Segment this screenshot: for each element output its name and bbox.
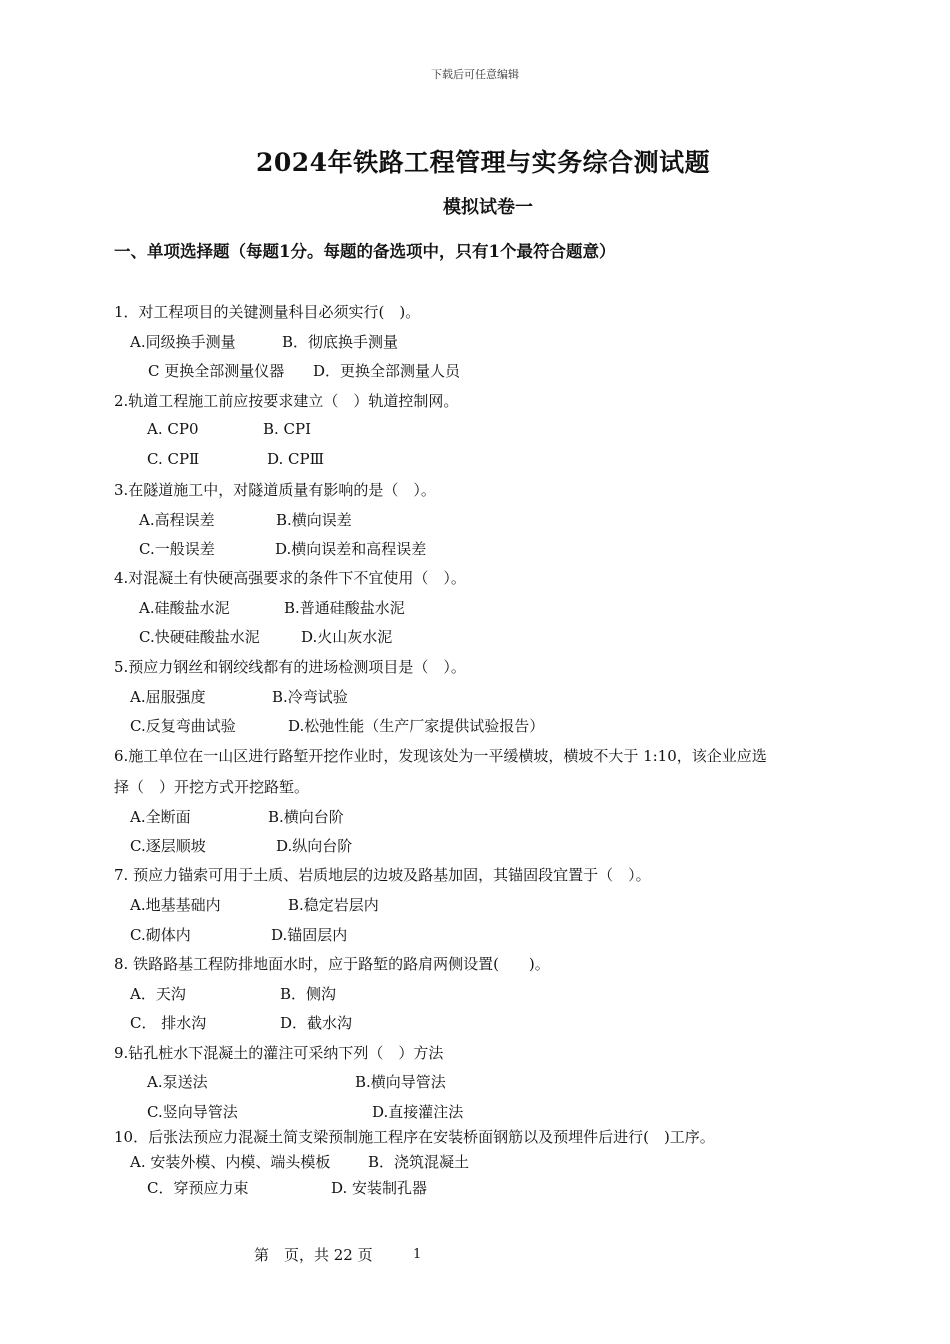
question-9-option-b: B.横向导管法 <box>355 1073 446 1091</box>
question-2-option-a: A. CP0 <box>147 420 199 438</box>
question-7-option-a: A.地基基础内 <box>130 896 221 914</box>
question-6-option-d: D.纵向台阶 <box>276 837 353 855</box>
question-9-option-a: A.泵送法 <box>147 1073 208 1091</box>
question-10-option-a: A. 安装外模、内模、端头模板 <box>130 1153 331 1171</box>
question-1-stem: 1．对工程项目的关键测量科目必须实行( )。 <box>114 303 421 321</box>
question-4-option-c: C.快硬硅酸盐水泥 <box>139 628 260 646</box>
question-1-option-d: D．更换全部测量人员 <box>313 362 461 380</box>
section-heading: 一、单项选择题（每题1分。每题的备选项中，只有1个最符合题意） <box>114 242 616 261</box>
question-4-option-a: A.硅酸盐水泥 <box>139 599 230 617</box>
question-5-option-d: D.松弛性能（生产厂家提供试验报告） <box>288 717 545 735</box>
question-7-option-c: C.砌体内 <box>130 926 191 944</box>
question-8-option-d: D．截水沟 <box>280 1014 353 1032</box>
question-1-option-c: C 更换全部测量仪器 <box>148 362 285 380</box>
question-4-stem: 4.对混凝土有快硬高强要求的条件下不宜使用（ ）。 <box>114 569 466 587</box>
question-6-option-c: C.逐层顺坡 <box>130 837 206 855</box>
question-5-option-a: A.屈服强度 <box>130 688 206 706</box>
question-3-option-b: B.横向误差 <box>276 511 352 529</box>
question-4-option-b: B.普通硅酸盐水泥 <box>284 599 405 617</box>
question-7-option-d: D.锚固层内 <box>271 926 348 944</box>
page-footer: 第 页，共 22 页 <box>254 1246 373 1264</box>
question-8-option-c: C． 排水沟 <box>130 1014 207 1032</box>
question-8-stem: 8. 铁路路基工程防排地面水时，应于路堑的路肩两侧设置( )。 <box>114 955 550 973</box>
question-8-option-a: A．天沟 <box>130 985 186 1003</box>
page-number: 1 <box>413 1247 422 1262</box>
question-5-option-c: C.反复弯曲试验 <box>130 717 236 735</box>
question-7-stem: 7. 预应力锚索可用于土质、岩质地层的边坡及路基加固，其锚固段宜置于（ ）。 <box>114 866 651 884</box>
question-3-option-c: C.一般误差 <box>139 540 215 558</box>
question-6-option-b: B.横向台阶 <box>268 808 344 826</box>
question-2-option-c: C. CPⅡ <box>147 450 200 468</box>
question-5-stem: 5.预应力钢丝和钢绞线都有的进场检测项目是（ ）。 <box>114 658 466 676</box>
question-9-stem: 9.钻孔桩水下混凝土的灌注可采纳下列（ ）方法 <box>114 1044 444 1062</box>
question-6-option-a: A.全断面 <box>130 808 191 826</box>
question-9-option-d: D.直接灌注法 <box>372 1103 464 1121</box>
question-10-option-b: B．浇筑混凝土 <box>368 1153 470 1171</box>
question-3-stem: 3.在隧道施工中，对隧道质量有影响的是（ ）。 <box>114 481 436 499</box>
question-7-option-b: B.稳定岩层内 <box>288 896 379 914</box>
question-6-stem-line-1: 6.施工单位在一山区进行路堑开挖作业时，发现该处为一平缓横坡，横坡不大于 1:10，该企业应选 <box>114 747 767 765</box>
question-10-option-d: D. 安装制孔器 <box>331 1179 428 1197</box>
question-10-option-c: C．穿预应力束 <box>147 1179 249 1197</box>
question-3-option-a: A.高程误差 <box>139 511 215 529</box>
question-5-option-b: B.冷弯试验 <box>272 688 348 706</box>
question-8-option-b: B．侧沟 <box>280 985 337 1003</box>
question-9-option-c: C.竖向导管法 <box>147 1103 238 1121</box>
question-10-stem: 10．后张法预应力混凝土简支梁预制施工程序在安装桥面钢筋以及预埋件后进行( )工序。 <box>114 1128 715 1146</box>
header-note: 下载后可任意编辑 <box>431 68 519 81</box>
document-title: 2024年铁路工程管理与实务综合测试题 <box>256 148 711 177</box>
question-2-option-b: B. CPⅠ <box>263 420 312 438</box>
question-2-option-d: D. CPⅢ <box>267 450 325 468</box>
question-4-option-d: D.火山灰水泥 <box>301 628 393 646</box>
question-1-option-b: B．彻底换手测量 <box>282 333 399 351</box>
question-6-stem-line-2: 择（ ）开挖方式开挖路堑。 <box>114 778 310 796</box>
question-1-option-a: A.同级换手测量 <box>130 333 236 351</box>
question-2-stem: 2.轨道工程施工前应按要求建立（ ）轨道控制网。 <box>114 392 459 410</box>
question-3-option-d: D.横向误差和高程误差 <box>275 540 427 558</box>
document-subtitle: 模拟试卷一 <box>443 197 533 218</box>
